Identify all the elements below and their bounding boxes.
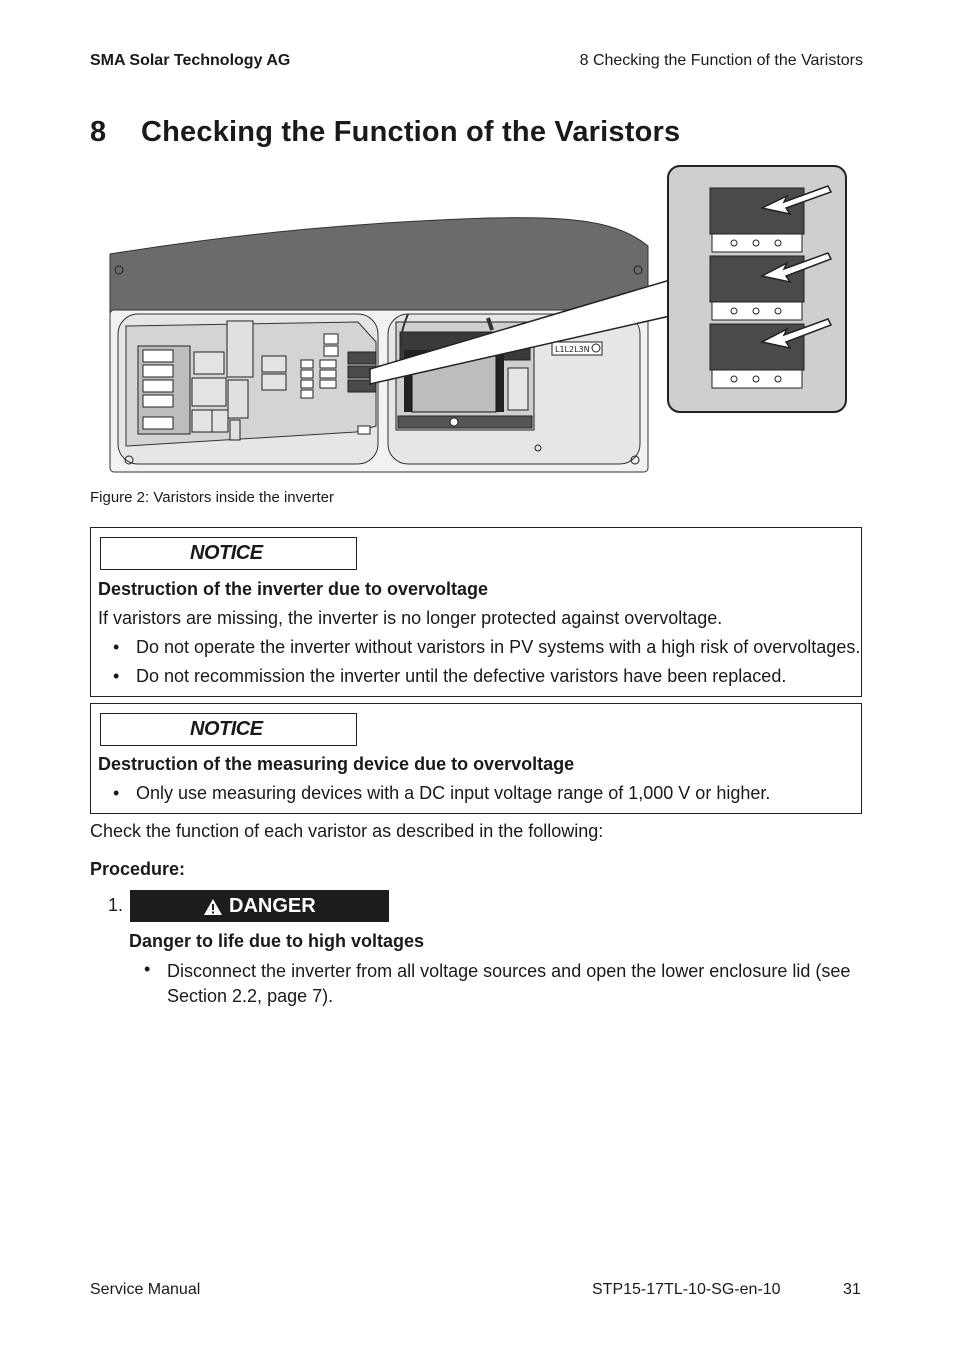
chapter-title-text: Checking the Function of the Varistors	[141, 116, 681, 148]
list-item-line: Disconnect the inverter from all voltage sources and open the lower enclosure lid (see	[167, 961, 851, 981]
header-section: 8 Checking the Function of the Varistors	[579, 52, 863, 69]
header-company: SMA Solar Technology AG	[90, 52, 291, 69]
figure-caption: Figure 2: Varistors inside the inverter	[90, 489, 334, 506]
procedure-label: Procedure:	[90, 859, 186, 879]
bullet-glyph: •	[113, 783, 120, 803]
list-item-text: Do not recommission the inverter until the defective varistors have been replaced.	[136, 666, 787, 686]
footer-doc-code: STP15-17TL-10-SG-en-10	[592, 1281, 781, 1298]
terminal-label: L1L2L3N	[555, 345, 590, 354]
warning-triangle-icon	[203, 898, 223, 916]
notice-label: NOTICE	[100, 537, 357, 570]
chapter-number: 8	[90, 116, 107, 148]
chapter-title	[90, 116, 680, 149]
danger-label	[130, 890, 389, 922]
footer-page-number: 31	[843, 1281, 861, 1298]
bullet-glyph: •	[113, 666, 120, 686]
step-number: 1.	[108, 895, 124, 915]
footer-doc-type: Service Manual	[90, 1281, 201, 1298]
notice-heading: Destruction of the measuring device due to overvoltage	[98, 754, 575, 774]
notice-box-inverter	[90, 527, 862, 697]
figure-varistors-illustration	[108, 164, 850, 476]
notice-text: If varistors are missing, the inverter is no longer protected against overvoltage.	[98, 608, 723, 628]
list-item-text: Only use measuring devices with a DC input voltage range of 1,000 V or higher.	[136, 783, 771, 803]
bullet-glyph: •	[113, 637, 120, 657]
danger-label-text: DANGER	[229, 895, 316, 917]
list-item-text: Do not operate the inverter without varistors in PV systems with a high risk of overvoltages.	[136, 637, 861, 657]
notice-heading: Destruction of the inverter due to overvoltage	[98, 579, 489, 599]
notice-label: NOTICE	[100, 713, 357, 746]
danger-heading: Danger to life due to high voltages	[129, 931, 425, 951]
list-item-text	[167, 959, 850, 1009]
body-text: Check the function of each varistor as described in the following:	[90, 821, 604, 841]
list-item-line: Section 2.2, page 7).	[167, 986, 334, 1006]
bullet-glyph: •	[144, 959, 151, 979]
notice-box-measuring-device	[90, 703, 862, 814]
